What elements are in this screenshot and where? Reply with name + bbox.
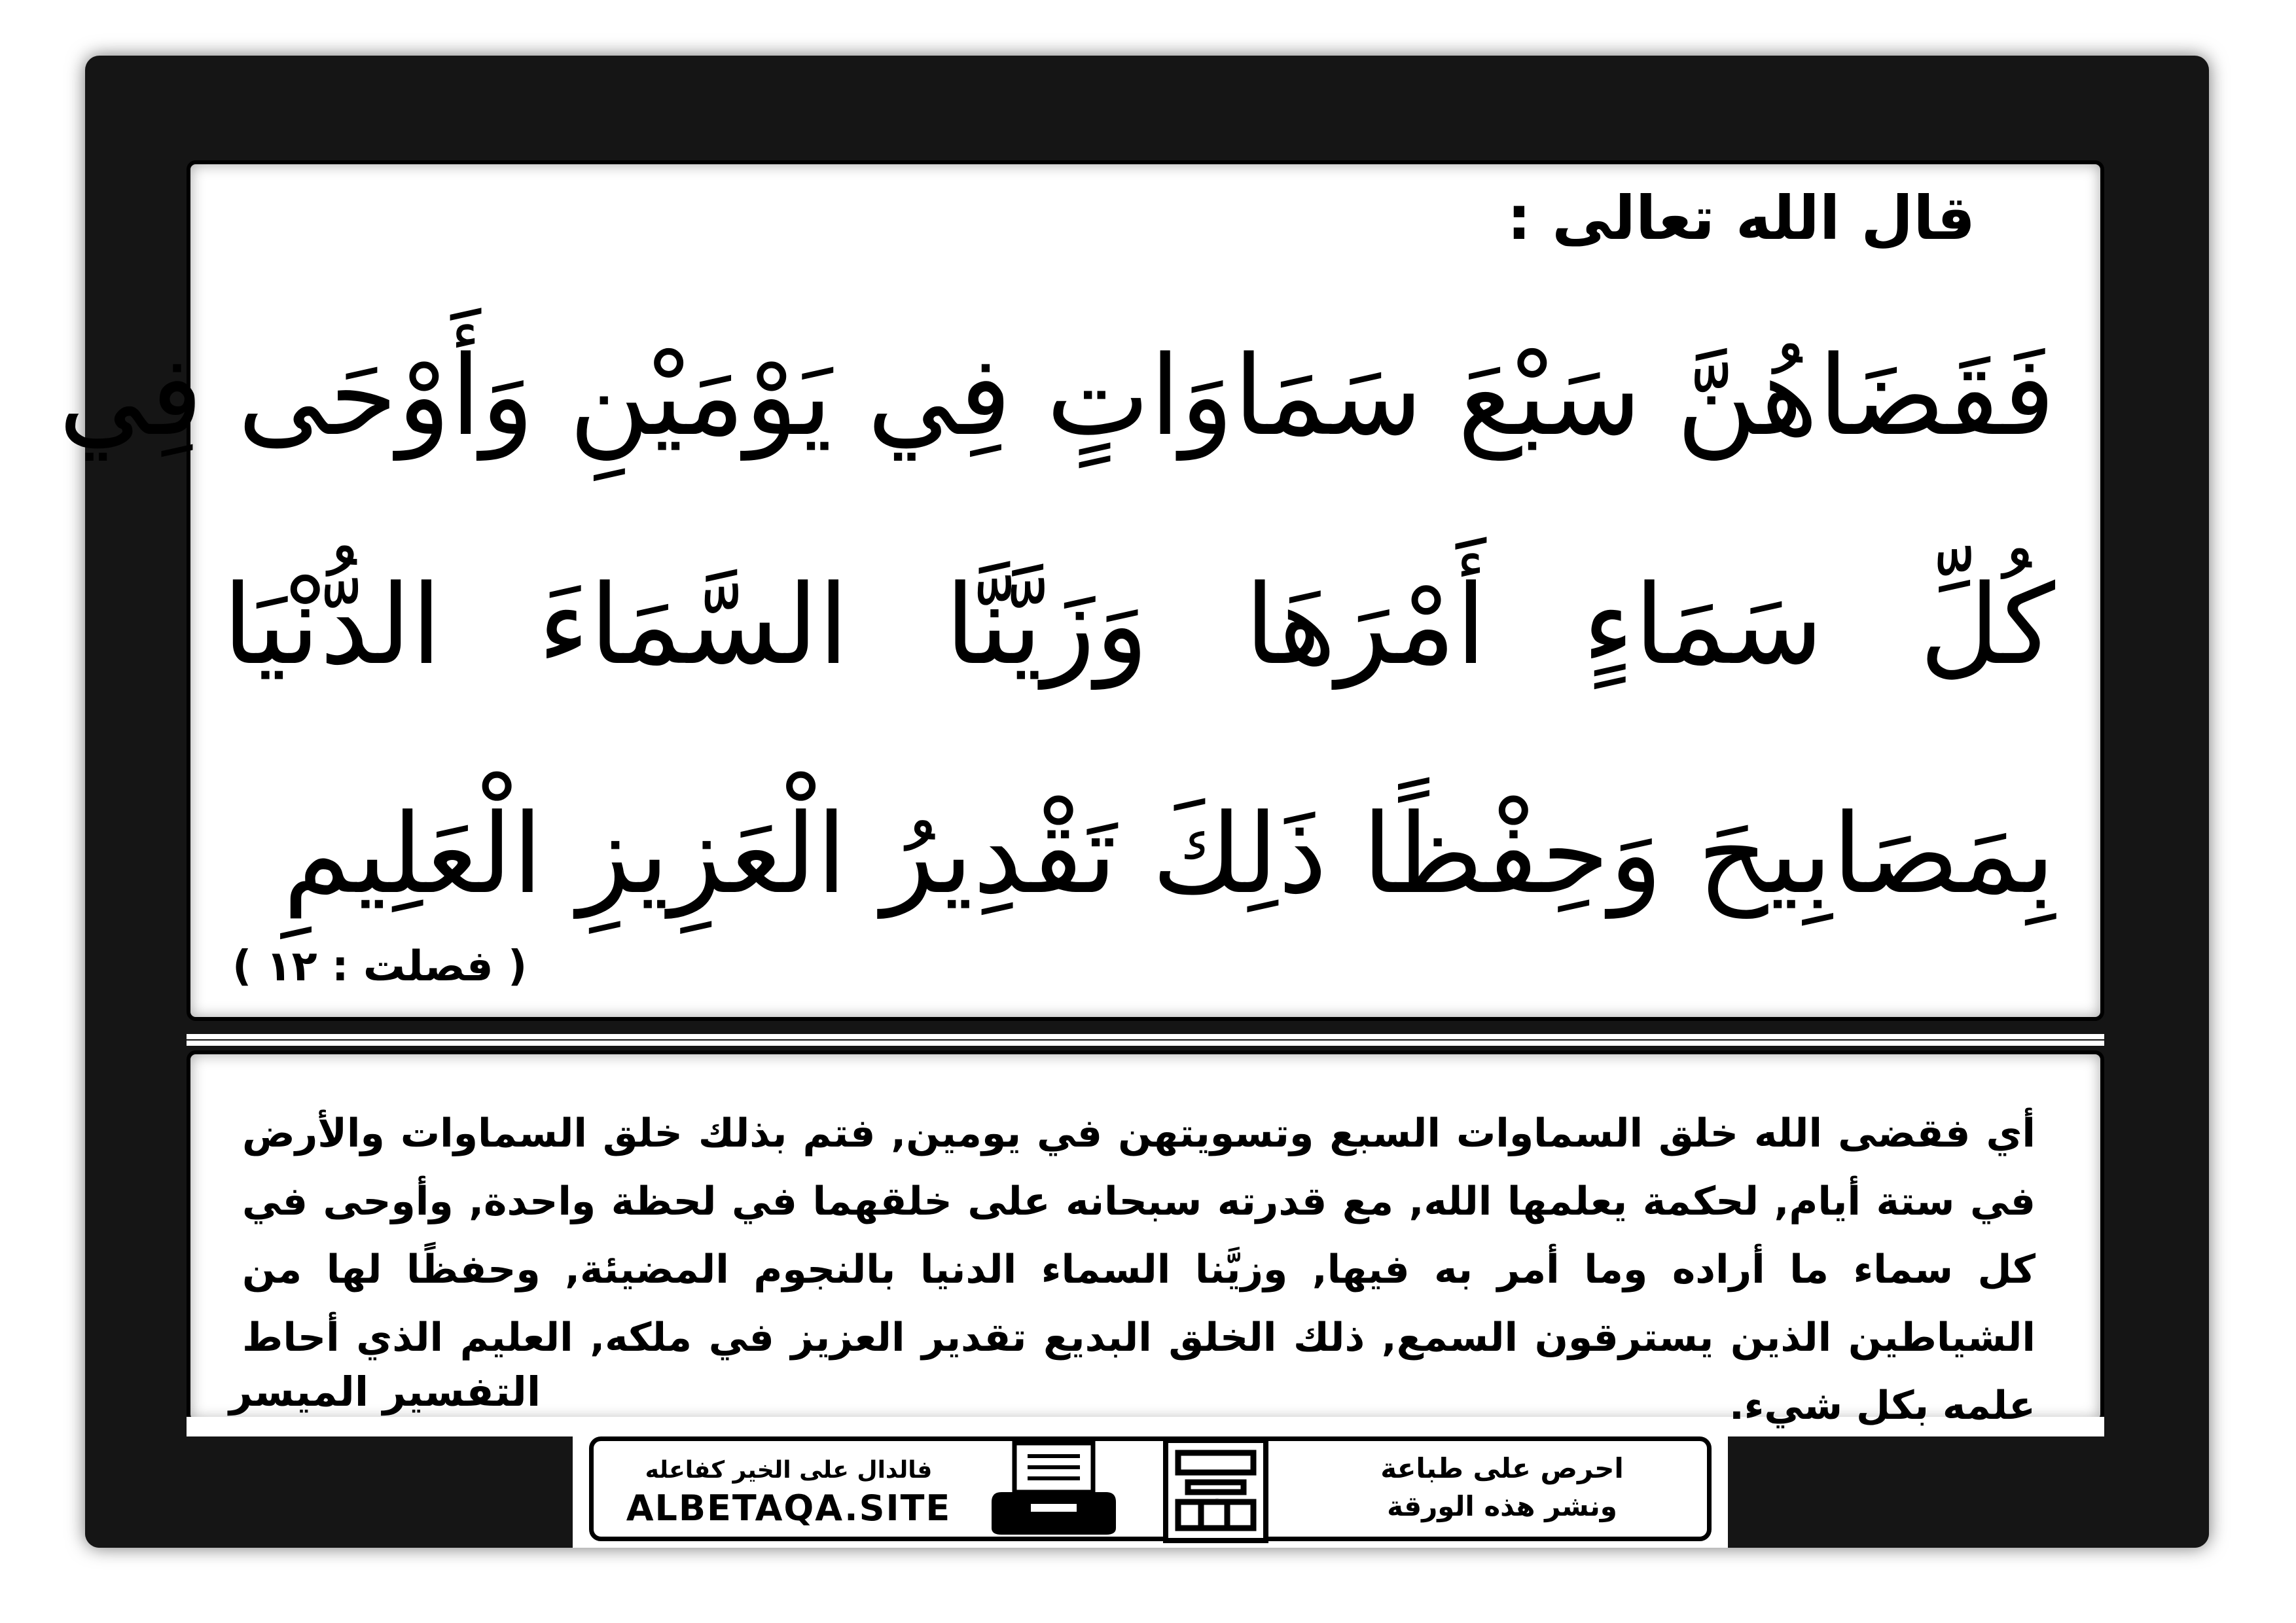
verse-line-1: فَقَضَاهُنَّ سَبْعَ سَمَاوَاتٍ فِي يَوْمَيْنِ وَأَوْحَى فِي <box>58 332 2055 460</box>
site-block <box>605 1453 972 1531</box>
footer-frame-left <box>85 1436 573 1548</box>
dawah-logo-icon <box>1162 1436 1270 1544</box>
site-link[interactable]: ALBETAQA.SITE <box>626 1488 952 1529</box>
verse-heading: قال الله تعالى : <box>1507 183 1975 253</box>
panel-divider <box>187 1034 2104 1046</box>
verse-line-3: بِمَصَابِيحَ وَحِفْظًا ذَلِكَ تَقْدِيرُ الْعَزِيزِ الْعَلِيمِ <box>283 790 2055 918</box>
slogan-block <box>1309 1450 1695 1535</box>
tafsir-source: التفسير الميسر <box>229 1368 541 1416</box>
tafsir-text: أي فقضى الله خلق السماوات السبع وتسويتهن في يومين, فتم بذلك خلق السماوات والأرض في ستة أيام, لحكمة يعلمها الله, مع قدرته سبحانه على خلقهما في لحظة واحدة, وأوحى في كل سماء ما أراده وما أمر به فيها, وزيَّنا السماء الدنيا بالنجوم المضيئة, وحفظًا لها من الشياطين الذين يسترقون السمع, ذلك الخلق البديع تقدير العزيز في ملكه, العليم الذي أحاط علمه بكل شيء. <box>242 1111 2036 1429</box>
verse-reference: ( فصلت : ١٢ ) <box>232 942 528 991</box>
slogan-line-1: احرص على طباعة <box>1380 1452 1624 1484</box>
footer-frame-right <box>1728 1436 2209 1548</box>
slogan-line-2: ونشر هذه الورقة <box>1387 1490 1617 1522</box>
verse-line-2: كُلِّ سَمَاءٍ أَمْرَهَا وَزَيَّنَّا السَّمَاءَ الدُّنْيَا <box>223 561 2055 689</box>
quran-verse <box>58 281 2055 969</box>
footer-tagline: فالدال على الخير كفاعله <box>645 1457 933 1484</box>
printer-icon <box>988 1440 1119 1538</box>
